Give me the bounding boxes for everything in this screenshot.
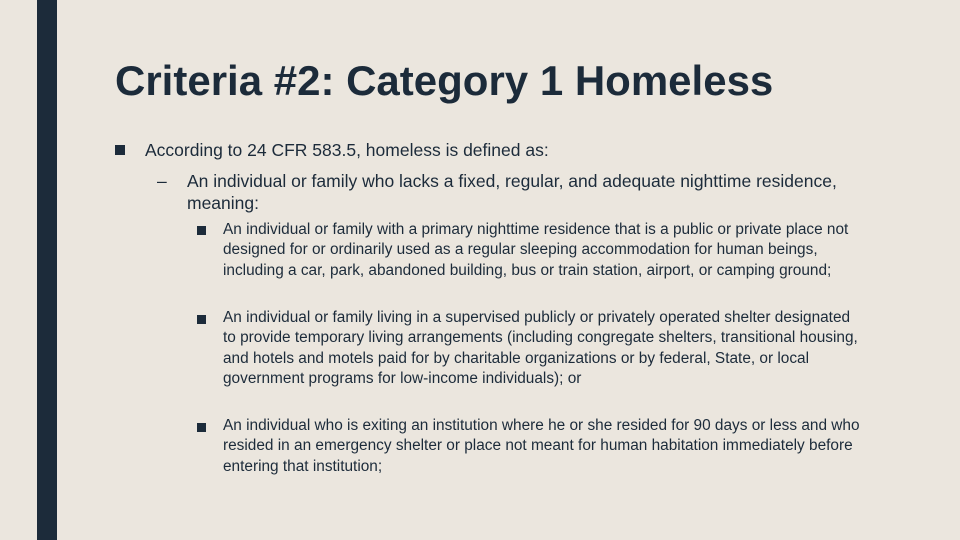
bullet-level-3-item: An individual or family with a primary nighttime residence that is a public or private place not designed for or ordinarily used as a regular sleeping accommodation for human beings, including a car, park, abandoned building, bus or train station, airport, or camping ground;	[223, 221, 849, 279]
slide-title: Criteria #2: Category 1 Homeless	[115, 57, 774, 104]
square-bullet-icon	[115, 145, 125, 155]
bullet-level-1: According to 24 CFR 583.5, homeless is defined as:	[145, 140, 549, 160]
bullet-level-3-item: An individual or family living in a supervised publicly or privately operated shelter designated to provide temporary living arrangements (including congregate shelters, transitional housing, and hotels and motels paid for by charitable organizations or by federal, State, or local government programs for low-income individuals); or	[223, 309, 858, 388]
square-bullet-icon	[197, 226, 206, 235]
square-bullet-icon	[197, 315, 206, 324]
square-bullet-icon	[197, 423, 206, 432]
dash-bullet-icon: –	[157, 171, 167, 191]
bullet-level-3-item: An individual who is exiting an institution where he or she resided for 90 days or less and who resided in an emergency shelter or place not meant for human habitation immediately before entering that institution;	[223, 417, 860, 475]
bullet-level-2: An individual or family who lacks a fixed, regular, and adequate nighttime residence, meaning:	[187, 171, 837, 213]
